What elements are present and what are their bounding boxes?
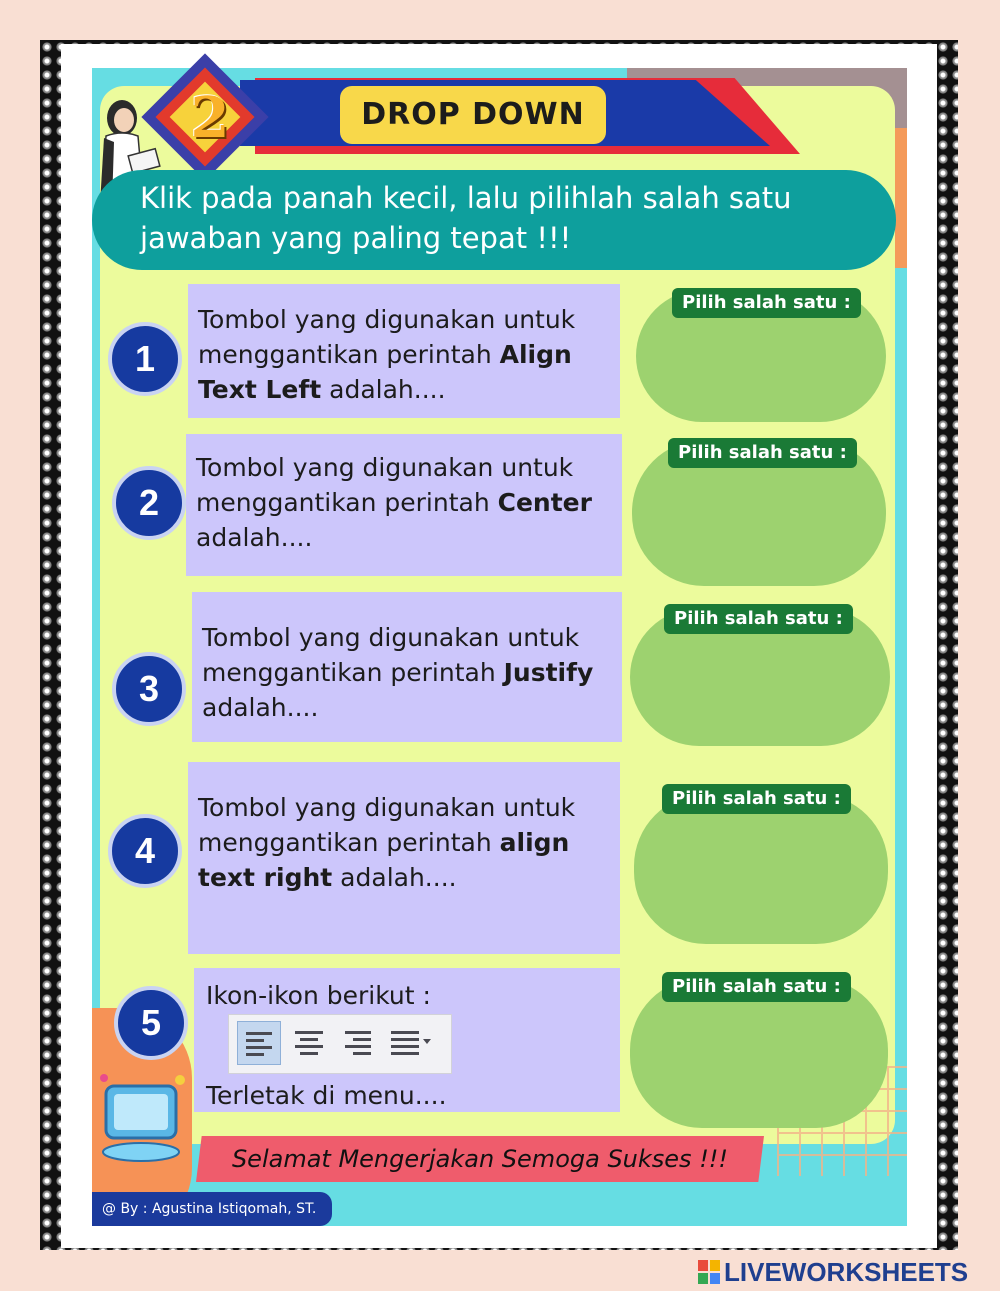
question-text: adalah....	[202, 693, 319, 722]
question-keyword: Justify	[503, 658, 594, 687]
watermark-text: LIVEWORKSHEETS	[724, 1257, 969, 1287]
question-number-4: 4	[108, 814, 182, 888]
instruction-line: Klik pada panah kecil, lalu pilihlah salah satu	[140, 181, 792, 215]
question-text: adalah....	[196, 523, 313, 552]
question-text: Tombol yang digunakan untuk menggantikan perintah	[198, 305, 576, 369]
question-text: adalah....	[332, 863, 457, 892]
answer-label-5: Pilih salah satu :	[662, 972, 851, 1002]
question-4-box	[188, 762, 620, 954]
dropdown-caret-icon	[423, 1039, 431, 1044]
justify-icon	[387, 1021, 431, 1065]
computer-icon	[96, 1064, 196, 1164]
question-text: adalah....	[321, 375, 446, 404]
question-keyword: Align Text Left	[198, 340, 572, 404]
answer-label-1: Pilih salah satu :	[672, 288, 861, 318]
instruction-line: jawaban yang paling tepat !!!	[140, 221, 572, 255]
align-right-icon	[337, 1021, 381, 1065]
question-1-box	[188, 284, 620, 418]
answer-dropdown-4[interactable]	[634, 794, 888, 944]
author-credit: @ By : Agustina Istiqomah, ST.	[92, 1192, 332, 1226]
question-text: Tombol yang digunakan untuk menggantikan perintah	[196, 453, 574, 517]
align-left-icon	[237, 1021, 281, 1065]
alignment-toolbar	[228, 1014, 452, 1074]
liveworksheets-logo-icon	[698, 1260, 720, 1284]
question-text: Terletak di menu....	[206, 1081, 447, 1110]
answer-label-3: Pilih salah satu :	[664, 604, 853, 634]
question-number-2: 2	[112, 466, 186, 540]
question-keyword: align text right	[198, 828, 570, 892]
question-3-box	[192, 592, 622, 742]
question-text: Ikon-ikon berikut :	[206, 981, 431, 1010]
footer-message: Selamat Mengerjakan Semoga Sukses !!!	[231, 1145, 729, 1173]
instruction-text	[140, 178, 880, 258]
page-title: DROP DOWN	[340, 86, 606, 144]
answer-label-4: Pilih salah satu :	[662, 784, 851, 814]
align-center-icon	[287, 1021, 331, 1065]
question-2-box	[186, 434, 622, 576]
question-number-5: 5	[114, 986, 188, 1060]
question-text: Tombol yang digunakan untuk menggantikan perintah	[198, 793, 576, 857]
question-keyword: Center	[497, 488, 592, 517]
question-number-1: 1	[108, 322, 182, 396]
question-text: Tombol yang digunakan untuk menggantikan perintah	[202, 623, 580, 687]
answer-label-2: Pilih salah satu :	[668, 438, 857, 468]
question-number-3: 3	[112, 652, 186, 726]
badge-number: 2	[190, 85, 230, 151]
